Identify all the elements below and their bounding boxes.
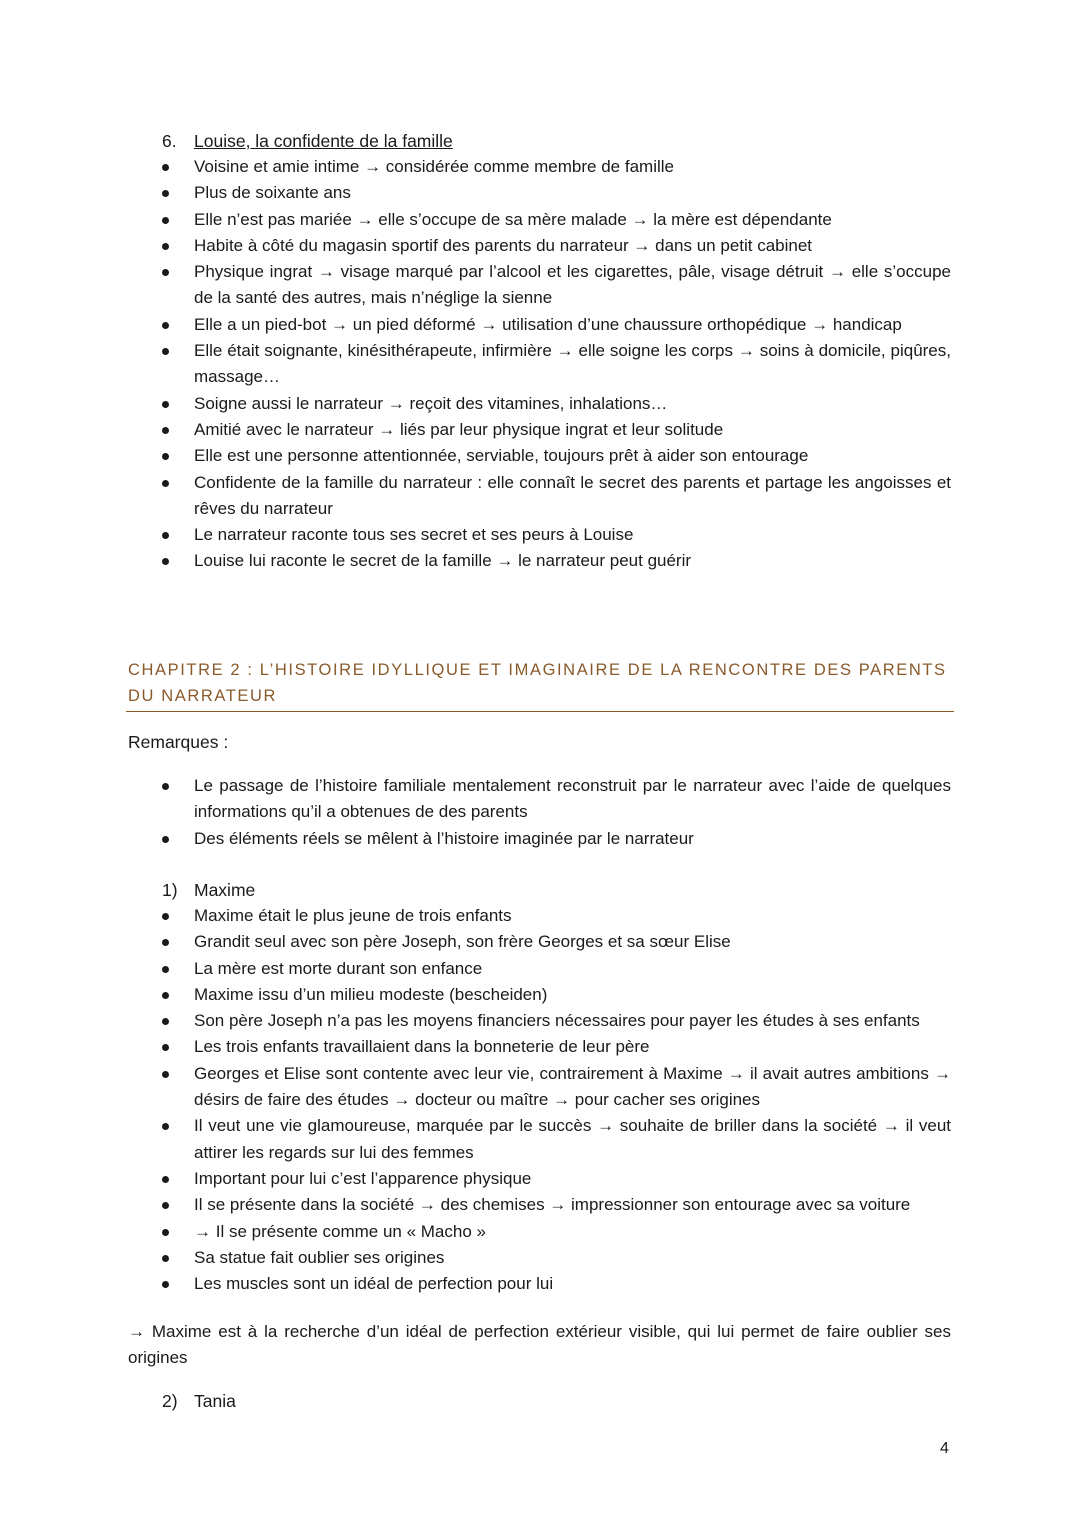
list-item (0, 773, 951, 826)
list-item-text: Des éléments réels se mêlent à l’histoire imaginée par le narrateur (194, 828, 694, 848)
list-item-text: La mère est morte durant son enfance (194, 958, 483, 978)
bullet-icon (162, 1281, 169, 1288)
bullet-icon (162, 401, 169, 408)
list-item (0, 180, 951, 206)
list-item-text: Soigne aussi le narrateur → reçoit des vitamines, inhalations… (194, 393, 668, 413)
list-item-text: Elle est une personne attentionnée, serviable, toujours prêt à aider son entourage (194, 446, 809, 466)
list-item (0, 1034, 951, 1060)
maxime-heading (162, 877, 255, 903)
maxime-title: Maxime (194, 880, 256, 900)
tania-heading (162, 1388, 236, 1414)
list-item (0, 207, 951, 233)
list-item-text: Sa statue fait oublier ses origines (194, 1247, 445, 1267)
chapter-2-heading: CHAPITRE 2 : L’HISTOIRE IDYLLIQUE ET IMAGINAIRE DE LA RENCONTRE DES PARENTS DU NARRATEUR (128, 661, 947, 705)
bullet-icon (162, 453, 169, 460)
list-item-text: Habite à côté du magasin sportif des parents du narrateur → dans un petit cabinet (194, 235, 813, 255)
section-6-bullet-list (0, 154, 951, 575)
bullet-icon (162, 939, 169, 946)
bullet-icon (162, 1202, 169, 1209)
bullet-icon (162, 558, 169, 565)
list-item-text: Voisine et amie intime → considérée comme membre de famille (194, 157, 674, 176)
list-item (0, 1192, 951, 1218)
section-6-heading (162, 128, 453, 154)
list-item (0, 154, 951, 180)
maxime-number: 1) (162, 880, 178, 900)
bullet-icon (162, 966, 169, 973)
list-item-text: Grandit seul avec son père Joseph, son frère Georges et sa sœur Elise (194, 932, 731, 952)
list-item (0, 1061, 951, 1114)
list-item-text: Le passage de l’histoire familiale mentalement reconstruit par le narrateur avec l’aide de quelques informations qu’il a obtenues de des parents (194, 776, 951, 822)
list-item-text: Amitié avec le narrateur → liés par leur physique ingrat et leur solitude (194, 419, 724, 439)
bullet-icon (162, 348, 169, 355)
bullet-icon (162, 243, 169, 250)
list-item-text: Confidente de la famille du narrateur : elle connaît le secret des parents et partage les angoisses et rêves du narrateur (194, 472, 951, 518)
bullet-icon (162, 322, 169, 329)
list-item (0, 1245, 951, 1271)
bullet-icon (162, 427, 169, 434)
list-item (0, 233, 951, 259)
list-item (0, 1166, 951, 1192)
list-item (0, 929, 951, 955)
list-item-text: Son père Joseph n’a pas les moyens financiers nécessaires pour payer les études à ses enfants (194, 1011, 920, 1031)
bullet-icon (162, 480, 169, 487)
list-item-text: Les muscles sont un idéal de perfection pour lui (194, 1274, 554, 1294)
list-item (0, 443, 951, 469)
list-item (0, 956, 951, 982)
bullet-icon (162, 217, 169, 224)
list-item-text: Plus de soixante ans (194, 183, 351, 203)
list-item (0, 548, 951, 574)
bullet-icon (162, 1255, 169, 1262)
list-item-text: Maxime issu d’un milieu modeste (bescheiden) (194, 984, 548, 1004)
tania-number: 2) (162, 1391, 178, 1411)
list-item-text: Elle était soignante, kinésithérapeute, infirmière → elle soigne les corps → soins à domicile, piqûres, massage… (194, 341, 951, 387)
list-item (0, 338, 951, 391)
tania-title: Tania (194, 1391, 236, 1411)
list-item (0, 1271, 951, 1297)
bullet-icon (162, 836, 169, 843)
list-item (0, 1113, 951, 1166)
list-item-text: Elle a un pied-bot → un pied déformé → utilisation d’une chaussure orthopédique → handicap (194, 314, 902, 334)
list-item-text: Important pour lui c’est l’apparence physique (194, 1168, 532, 1188)
list-item-text: Louise lui raconte le secret de la famille → le narrateur peut guérir (194, 551, 692, 571)
list-item (0, 417, 951, 443)
list-item-text: Le narrateur raconte tous ses secret et ses peurs à Louise (194, 525, 634, 545)
bullet-icon (162, 783, 169, 790)
section-6-number: 6. (162, 131, 177, 151)
list-item-text: → Il se présente comme un « Macho » (194, 1221, 486, 1241)
bullet-icon (162, 913, 169, 920)
bullet-icon (162, 1229, 169, 1236)
list-item-text: Il se présente dans la société → des chemises → impressionner son entourage avec sa voiture (194, 1195, 911, 1215)
bullet-icon (162, 532, 169, 539)
bullet-icon (162, 190, 169, 197)
remarks-bullet-list (0, 773, 951, 852)
bullet-icon (162, 1071, 169, 1078)
list-item-text: Il veut une vie glamoureuse, marquée par le succès → souhaite de briller dans la société → il veut attirer les regards sur lui des femmes (194, 1116, 951, 1162)
list-item (0, 903, 951, 929)
list-item (0, 1219, 951, 1245)
bullet-icon (162, 269, 169, 276)
list-item-text: Physique ingrat → visage marqué par l’alcool et les cigarettes, pâle, visage détruit → elle s’occupe de la santé des autres, mais n’néglige la sienne (194, 262, 951, 308)
chapter-heading-rule (126, 711, 954, 712)
section-6-title: Louise, la confidente de la famille (194, 131, 453, 151)
bullet-icon (162, 1018, 169, 1025)
list-item (0, 522, 951, 548)
list-item (0, 982, 951, 1008)
list-item (0, 470, 951, 523)
maxime-conclusion: → Maxime est à la recherche d’un idéal de perfection extérieur visible, qui lui permet de faire oublier ses origines (128, 1322, 951, 1368)
bullet-icon (162, 1123, 169, 1130)
bullet-icon (162, 1044, 169, 1051)
remarks-heading: Remarques : (128, 732, 229, 752)
bullet-icon (162, 992, 169, 999)
list-item (0, 826, 951, 852)
bullet-icon (162, 164, 169, 171)
list-item (0, 1008, 951, 1034)
list-item (0, 391, 951, 417)
page-number: 4 (940, 1440, 949, 1457)
list-item-text: Georges et Elise sont contente avec leur vie, contrairement à Maxime → il avait autres ambitions → désirs de faire des études → docteur ou maître → pour cacher ses origines (194, 1063, 951, 1110)
list-item (0, 259, 951, 312)
list-item-text: Les trois enfants travaillaient dans la bonneterie de leur père (194, 1037, 650, 1057)
maxime-bullet-list (0, 903, 951, 1297)
list-item (0, 312, 951, 338)
list-item-text: Maxime était le plus jeune de trois enfants (194, 906, 512, 925)
bullet-icon (162, 1176, 169, 1183)
list-item-text: Elle n’est pas mariée → elle s’occupe de sa mère malade → la mère est dépendante (194, 209, 832, 229)
